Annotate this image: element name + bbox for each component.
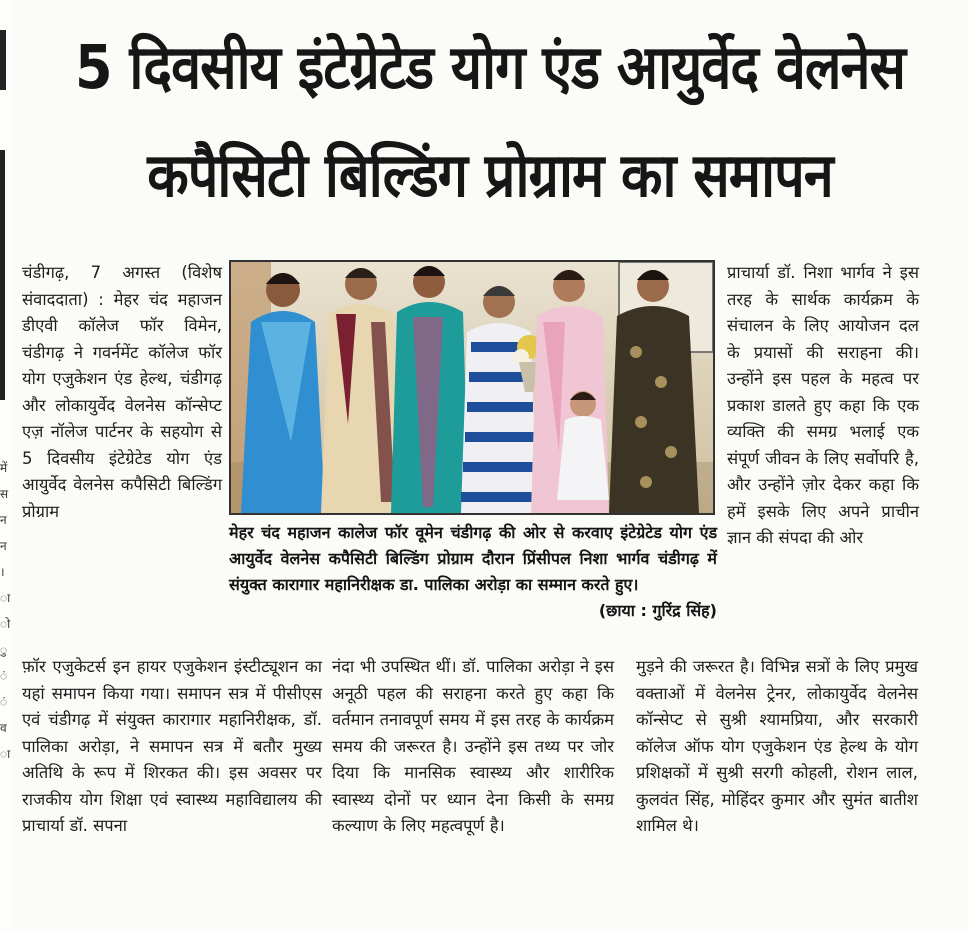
article-column-3-top — [727, 260, 919, 552]
headline — [22, 14, 958, 226]
group-photo-illustration — [231, 262, 713, 513]
article-paragraph: नंदा भी उपस्थित थीं। डॉ. पालिका अरोड़ा ने इस अनूठी पहल की सराहना करते हुए कहा कि वर्तमान तनावपूर्ण समय में इस तरह के कार्यक्रम समय की जरूरत है। उन्होंने इस तथ्य पर जोर दिया कि मानसिक स्वास्थ्य और शारीरिक स्वास्थ्य दोनों पर ध्यान देना किसी के समग्र कल्याण के लिए महत्वपूर्ण है। — [332, 657, 614, 835]
headline-line-1: 5 दिवसीय इंटेग्रेटेड योग एंड आयुर्वेद वेलनेस — [75, 31, 905, 103]
caption-text: मेहर चंद महाजन कालेज फॉर वूमेन चंडीगढ़ की ओर से करवाए इंटेग्रेटेड योग एंड आयुर्वेद वेलनेस कपैसिटी बिल्डिंग प्रोग्राम दौरान प्रिंसीपल निशा भार्गव चंडीगढ़ में संयुक्त कारागार महानिरीक्षक डा. पालिका अरोड़ा का सम्मान करते हुए। — [229, 523, 717, 594]
article-column-3-bottom — [636, 654, 918, 840]
headline-line-2: कपैसिटी बिल्डिंग प्रोग्राम का समापन — [147, 140, 833, 211]
article-paragraph: मुड़ने की जरूरत है। विभिन्न सत्रों के लिए प्रमुख वक्ताओं में वेलनेस ट्रेनर, लोकायुर्वेद वेलनेस कॉन्सेप्ट से सुश्री श्यामप्रिया, और सरकारी कॉलेज ऑफ योग एजुकेशन एंड हेल्थ के योग प्रशिक्षकों में सुश्री सरगी कोहली, रोशन लाल, कुलवंत सिंह, मोहिंदर कुमार और सुमंत बातीश शामिल थे। — [636, 657, 918, 835]
article-paragraph: चंडीगढ़, 7 अगस्त (विशेष संवाददाता) : मेहर चंद महाजन डीएवी कॉलेज फॉर विमेन, चंडीगढ़ ने गवर्नमेंट कॉलेज फॉर योग एजुकेशन एंड हेल्थ, चंडीगढ़ और लोकायुर्वेद वेलनेस कॉन्सेप्ट एज़ नॉलेज पार्टनर के सहयोग से 5 दिवसीय इंटेग्रेटेड योग एंड आयुर्वेद वेलनेस कपैसिटी बिल्डिंग प्रोग्राम — [22, 263, 222, 521]
photo-caption — [229, 520, 717, 624]
article-paragraph: फ़ॉर एजुकेटर्स इन हायर एजुकेशन इंस्टीट्यूशन का यहां समापन किया गया। समापन सत्र में पीसीएस एवं चंडीगढ़ में संयुक्त कारागार महानिरीक्षक, डॉ. पालिका अरोड़ा, ने समापन सत्र में बतौर मुख्य अतिथि के रूप में शिरकत की। इस अवसर पर राजकीय योग शिक्षा एवं स्वास्थ्य महाविद्यालय की प्राचार्या डॉ. सपना — [22, 657, 322, 835]
article-column-2-bottom — [332, 654, 614, 840]
article-column-1-top — [22, 260, 222, 525]
adjacent-column-clipping — [0, 0, 12, 931]
adjacent-clipped-text: में स न न । ा ो ु ं ं व ा — [0, 461, 11, 761]
article-paragraph: प्राचार्या डॉ. निशा भार्गव ने इस तरह के सार्थक कार्यक्रम के संचालन के लिए आयोजन दल के प्रयासों की सराहना की। उन्होंने इस पहल के महत्व पर प्रकाश डालते हुए कहा कि एक व्यक्ति की समग्र भलाई एक संपूर्ण जीवन के लिए सर्वोपरि है, और उन्होंने ज़ोर देकर कहा कि हमें इसके लिए अपने प्राचीन ज्ञान की संपदा की ओर — [727, 263, 919, 547]
article-column-1-bottom — [22, 654, 322, 840]
photo-credit: (छाया : गुरिंद्र सिंह) — [598, 601, 717, 620]
news-photo — [229, 260, 715, 515]
adjacent-rule — [0, 30, 6, 90]
adjacent-rule — [0, 150, 5, 400]
